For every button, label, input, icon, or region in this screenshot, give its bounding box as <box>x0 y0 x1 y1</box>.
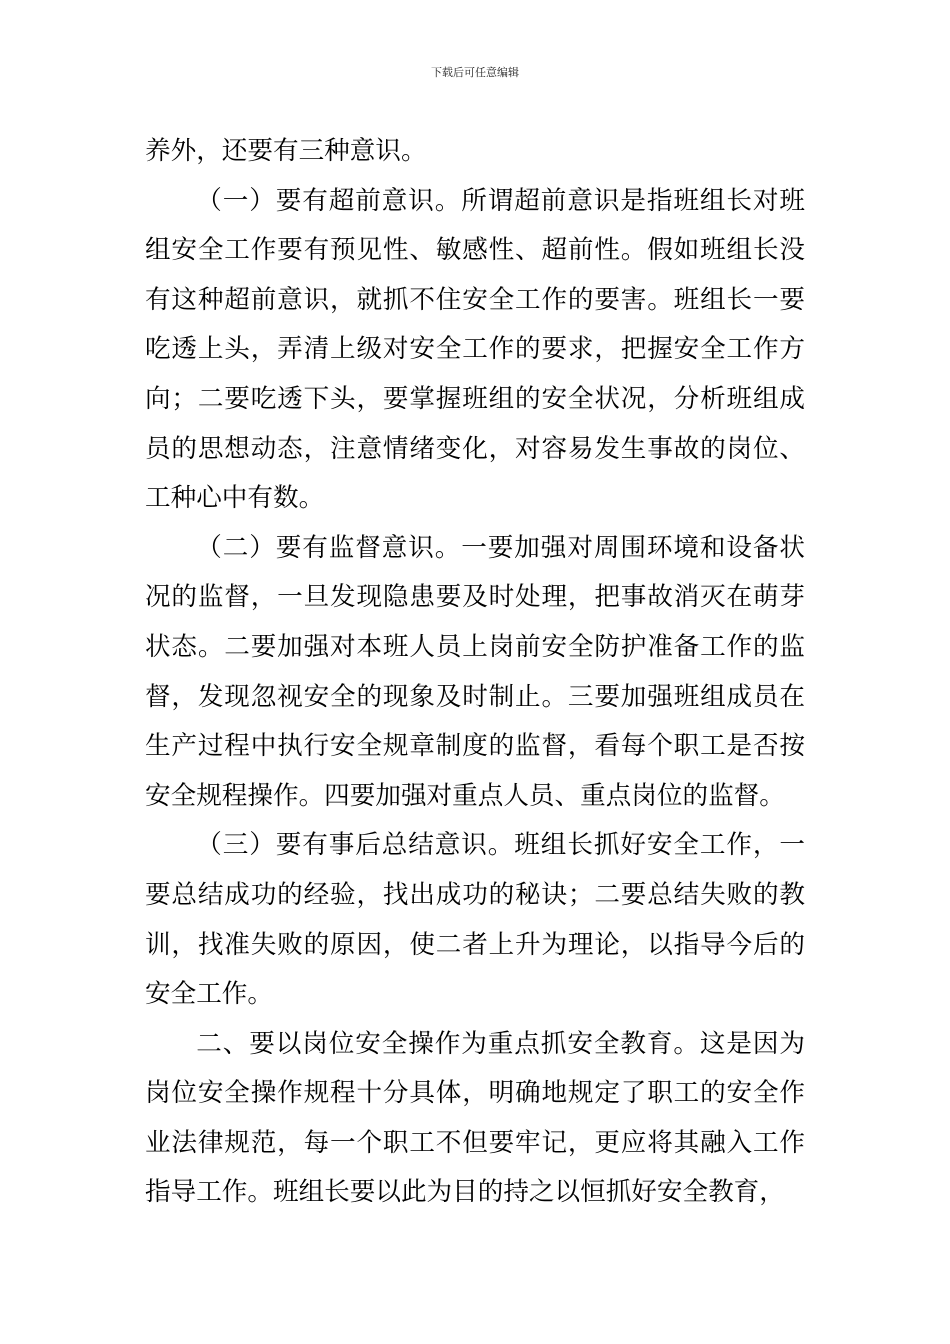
paragraph-safety-education: 二、要以岗位安全操作为重点抓安全教育。这是因为岗位安全操作规程十分具体，明确地规定了职工的安全作业法律规范，每一个职工不但要牢记，更应将其融入工作指导工作。班组长要以此为目的持之以恒抓好安全教育， <box>145 1028 805 1208</box>
paragraph-advance-awareness: （一）要有超前意识。所谓超前意识是指班组长对班组安全工作要有预见性、敏感性、超前性。假如班组长没有这种超前意识，就抓不住安全工作的要害。班组长一要吃透上头，弄清上级对安全工作的要求，把握安全工作方向；二要吃透下头，要掌握班组的安全状况，分析班组成员的思想动态，注意情绪变化，对容易发生事故的岗位、工种心中有数。 <box>145 185 805 514</box>
paragraph-summary-awareness: （三）要有事后总结意识。班组长抓好安全工作，一要总结成功的经验，找出成功的秘诀；二要总结失败的教训，找准失败的原因，使二者上升为理论，以指导今后的安全工作。 <box>145 830 805 1010</box>
page-header: 下载后可任意编辑 <box>431 66 519 79</box>
paragraph-continuation: 养外，还要有三种意识。 <box>145 136 427 166</box>
document-body <box>145 127 805 1218</box>
paragraph-supervision-awareness: （二）要有监督意识。一要加强对周围环境和设备状况的监督，一旦发现隐患要及时处理，把事故消灭在萌芽状态。二要加强对本班人员上岗前安全防护准备工作的监督，发现忽视安全的现象及时制止。三要加强班组成员在生产过程中执行安全规章制度的监督，看每个职工是否按安全规程操作。四要加强对重点人员、重点岗位的监督。 <box>145 532 805 811</box>
